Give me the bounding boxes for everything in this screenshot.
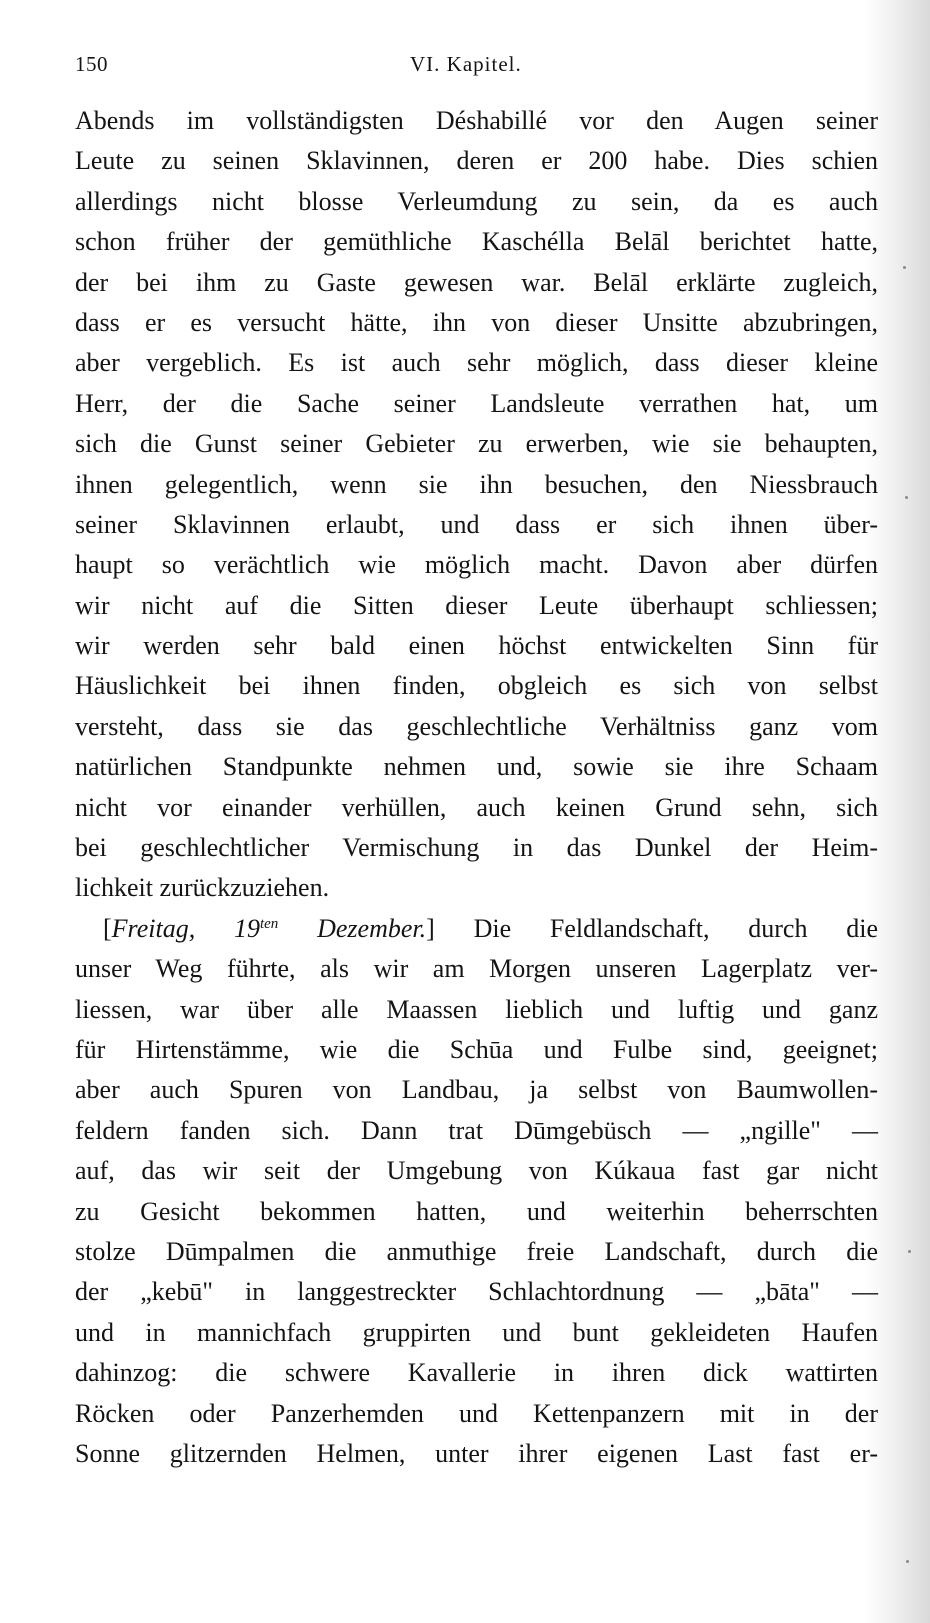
text-line: der bei ihm zu Gaste gewesen war. Belāl erklärte zugleich, [75,267,878,297]
date-bracket-close: ] [426,913,435,943]
text-line: feldern fanden sich. Dann trat Dūmgebüsch — „ngille" — [75,1115,878,1145]
page-number: 150 [75,52,108,76]
text-line: Röcken oder Panzerhemden und Kettenpanzern mit in der [75,1398,878,1428]
print-speck [906,1560,909,1563]
date-superscript: ten [259,915,279,932]
text-line: aber auch Spuren von Landbau, ja selbst von Baumwollen- [75,1075,878,1105]
text-line: Leute zu seinen Sklavinnen, deren er 200 habe. Dies schien [75,146,878,176]
text-line: lichkeit zurückzuziehen. [75,873,330,903]
paragraph-2 [75,909,878,1474]
text-line: aber vergeblich. Es ist auch sehr möglich, dass dieser kleine [75,348,878,378]
text-line: schon früher der gemüthliche Kaschélla Belāl berichtet hatte, [75,227,878,257]
text-line: Häuslichkeit bei ihnen finden, obgleich es sich von selbst [75,671,878,701]
body-text [75,101,878,1474]
page-header [75,52,875,88]
text-line: der „kebū" in langgestreckter Schlachtordnung — „bāta" — [75,1277,878,1307]
text-line: wir nicht auf die Sitten dieser Leute überhaupt schliessen; [75,590,878,620]
print-speck [908,1250,911,1253]
text-line-dated [75,909,878,949]
text-line: ihnen gelegentlich, wenn sie ihn besuchen, den Niessbrauch [75,469,878,499]
text-line: zu Gesicht bekommen hatten, und weiterhin beherrschten [75,1196,878,1226]
text-line: dahinzog: die schwere Kavallerie in ihren dick wattirten [75,1358,878,1388]
paragraph-1 [75,101,878,909]
text-line: wir werden sehr bald einen höchst entwickelten Sinn für [75,631,878,661]
text-line: liessen, war über alle Maassen lieblich und luftig und ganz [75,994,878,1024]
text-line: Abends im vollständigsten Déshabillé vor den Augen seiner [75,106,878,135]
text-line: und in mannichfach gruppirten und bunt gekleideten Haufen [75,1317,878,1347]
text-line: auf, das wir seit der Umgebung von Kúkaua fast gar nicht [75,1156,878,1186]
text-line: nicht vor einander verhüllen, auch keinen Grund sehn, sich [75,792,878,822]
text-line: versteht, dass sie das geschlechtliche Verhältniss ganz vom [75,711,878,741]
text-line-rest: Die Feldlandschaft, durch die [434,913,878,943]
text-line: dass er es versucht hätte, ihn von dieser Unsitte abzubringen, [75,307,878,337]
text-line: seiner Sklavinnen erlaubt, und dass er sich ihnen über- [75,509,878,539]
text-line: Sonne glitzernden Helmen, unter ihrer eigenen Last fast er- [75,1438,878,1468]
text-line: für Hirtenstämme, wie die Schūa und Fulbe sind, geeignet; [75,1034,878,1064]
text-line: sich die Gunst seiner Gebieter zu erwerben, wie sie behaupten, [75,429,878,459]
running-head: VI. Kapitel. [410,52,522,76]
text-line: unser Weg führte, als wir am Morgen unseren Lagerplatz ver- [75,954,878,984]
text-line: allerdings nicht blosse Verleumdung zu sein, da es auch [75,186,878,216]
text-line: natürlichen Standpunkte nehmen und, sowie sie ihre Schaam [75,752,878,782]
text-line: bei geschlechtlicher Vermischung in das Dunkel der Heim- [75,833,878,863]
text-line: haupt so verächtlich wie möglich macht. Davon aber dürfen [75,550,878,580]
print-speck [905,496,908,499]
print-speck [903,266,906,269]
date-month: Dezember. [278,913,427,943]
date-note [112,914,426,943]
text-line: stolze Dūmpalmen die anmuthige freie Landschaft, durch die [75,1236,878,1266]
date-bracket-open: [ [103,913,112,943]
date-weekday: Freitag, 19 [111,913,260,943]
text-line: Herr, der die Sache seiner Landsleute verrathen hat, um [75,388,878,418]
